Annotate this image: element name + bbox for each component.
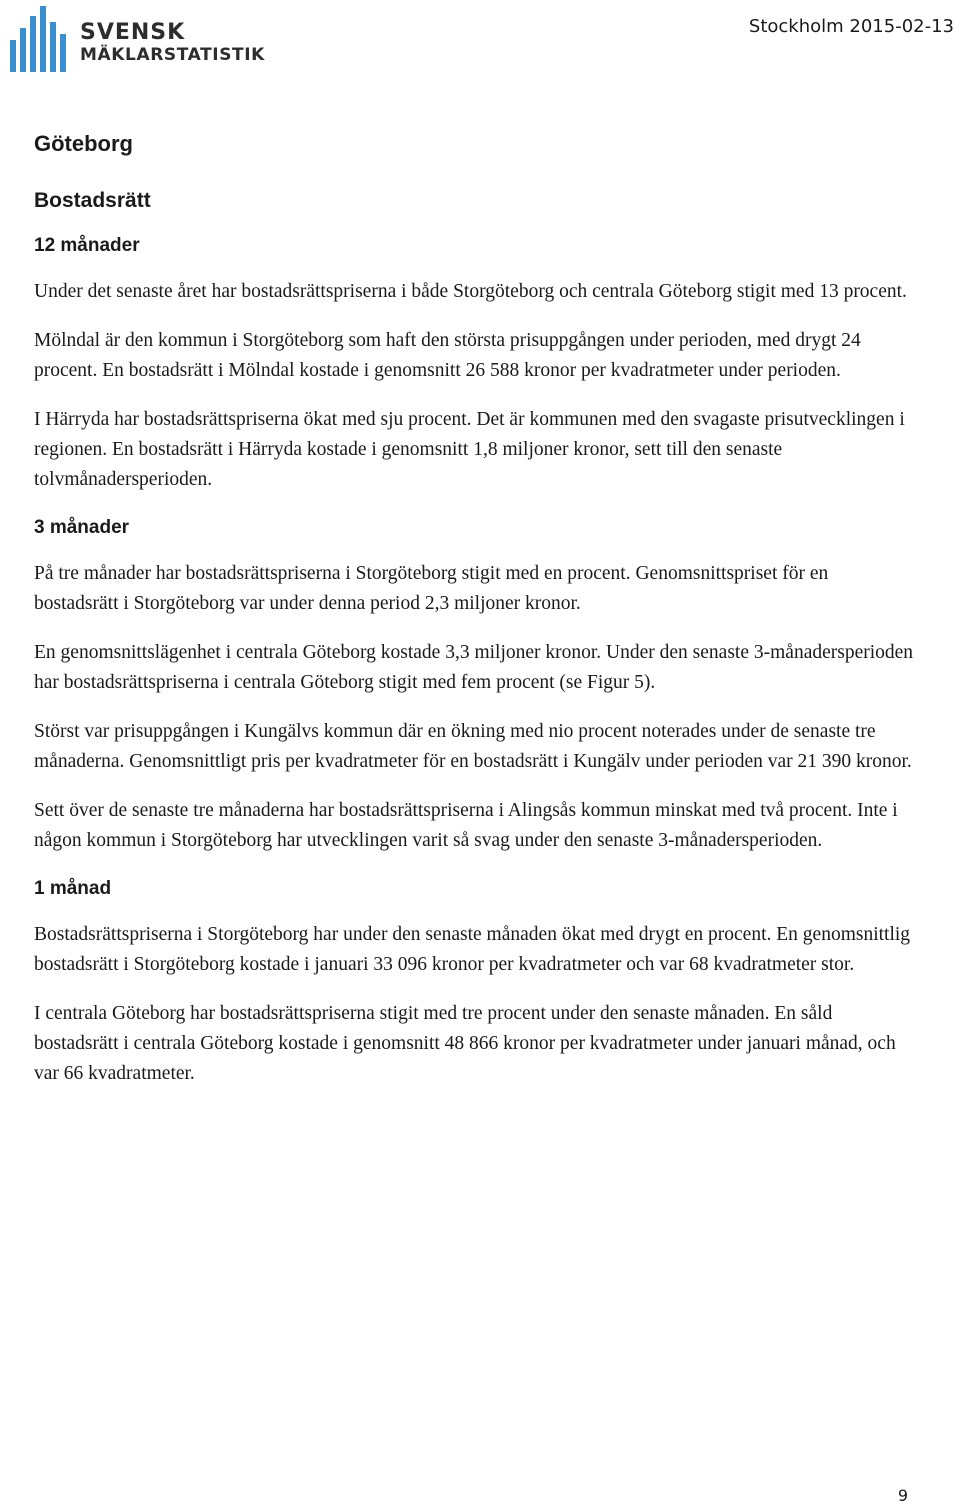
header-date: Stockholm 2015-02-13	[748, 16, 954, 37]
paragraph: Mölndal är den kommun i Storgöteborg som haft den största prisuppgången under perioden, med drygt 24 procent. En bostadsrätt i Mölndal kostade i genomsnitt 26 588 kronor per kvadratmeter under perioden.	[34, 330, 861, 381]
logo-line-1: SVENSK	[80, 20, 186, 45]
paragraph: I centrala Göteborg har bostadsrättspriserna stigit med tre procent under den senaste månaden. En såld bostadsrätt i centrala Göteborg kostade i genomsnitt 48 866 kronor per kvadratmeter under januari månad, och var 66 kvadratmeter.	[34, 1003, 896, 1084]
paragraph: På tre månader har bostadsrättspriserna i Storgöteborg stigit med en procent. Genomsnittspriset för en bostadsrätt i Storgöteborg var under denna period 2,3 miljoner kronor.	[34, 563, 829, 614]
paragraph: I Härryda har bostadsrättspriserna ökat med sju procent. Det är kommunen med den svagaste prisutvecklingen i regionen. En bostadsrätt i Härryda kostade i genomsnitt 1,8 miljoner kronor, sett till den senaste tolvmånadersperioden.	[34, 409, 905, 490]
logo-bars-icon	[10, 6, 66, 72]
article-content	[34, 128, 914, 1108]
paragraph: Under det senaste året har bostadsrättspriserna i både Storgöteborg och centrala Göteborg stigit med 13 procent.	[34, 281, 907, 302]
page-header	[0, 0, 960, 80]
section-heading-3-months: 3 månader	[34, 517, 130, 538]
logo-text	[80, 22, 265, 66]
section-heading-12-months: 12 månader	[34, 235, 140, 256]
logo	[10, 6, 280, 72]
type-heading: Bostadsrätt	[34, 189, 151, 212]
section-heading-1-month: 1 månad	[34, 878, 112, 899]
paragraph: Störst var prisuppgången i Kungälvs kommun där en ökning med nio procent noterades under de senaste tre månaderna. Genomsnittligt pris per kvadratmeter för en bostadsrätt i Kungälv under perioden var 21 390 kronor.	[34, 721, 912, 772]
page-number: 9	[897, 1486, 908, 1505]
paragraph: Sett över de senaste tre månaderna har bostadsrättspriserna i Alingsås kommun minskat med två procent. Inte i någon kommun i Storgöteborg har utvecklingen varit så svag under den senaste 3-månadersperioden.	[34, 800, 898, 851]
logo-line-2: MÄKLARSTATISTIK	[80, 45, 265, 65]
paragraph: En genomsnittslägenhet i centrala Göteborg kostade 3,3 miljoner kronor. Under den senaste 3-månadersperioden har bostadsrättspriserna i centrala Göteborg stigit med fem procent (se Figur 5).	[34, 642, 914, 693]
paragraph: Bostadsrättspriserna i Storgöteborg har under den senaste månaden ökat med drygt en procent. En genomsnittlig bostadsrätt i Storgöteborg kostade i januari 33 096 kronor per kvadratmeter och var 68 kvadratmeter stor.	[34, 924, 911, 975]
city-heading: Göteborg	[34, 131, 133, 156]
